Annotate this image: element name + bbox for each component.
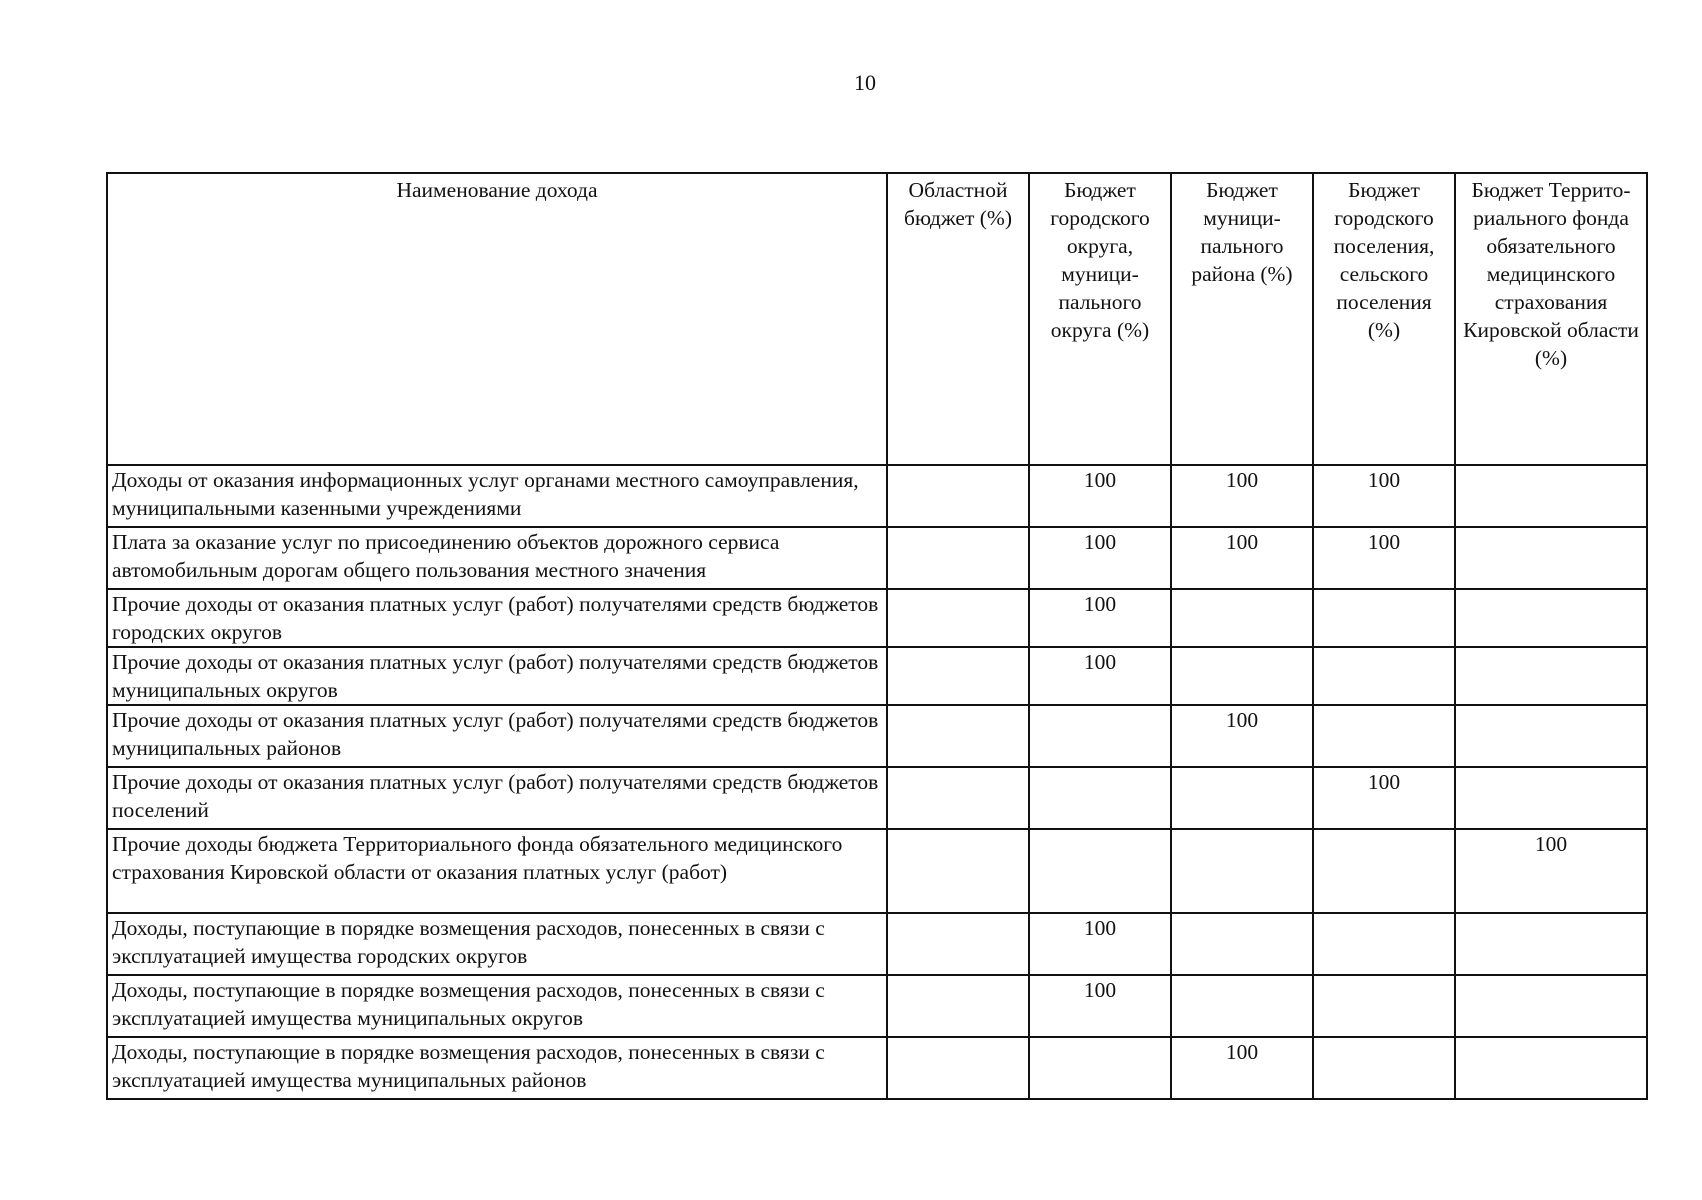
percent-cell-city-district: 100 (1029, 913, 1171, 975)
percent-cell-municipal-area: 100 (1171, 465, 1313, 527)
table-row (107, 589, 1647, 647)
header-income-name: Наименование дохода (107, 173, 887, 465)
table-row (107, 1037, 1647, 1099)
percent-cell-city-district (1029, 705, 1171, 767)
table-row (107, 767, 1647, 829)
percent-cell-municipal-area (1171, 913, 1313, 975)
page-number: 10 (854, 70, 876, 95)
income-name-cell: Плата за оказание услуг по присоединению объектов дорожного сервиса автомобильным дорогам общего пользования местного значения (107, 527, 887, 589)
income-name-cell: Прочие доходы от оказания платных услуг (работ) получателями средств бюджетов муниципальных округов (107, 647, 887, 705)
percent-cell-medical-fund (1455, 589, 1647, 647)
percent-cell-regional (887, 1037, 1029, 1099)
percent-cell-medical-fund (1455, 647, 1647, 705)
header-municipal-area-budget: Бюджет муници-пального района (%) (1171, 173, 1313, 465)
percent-cell-city-district (1029, 1037, 1171, 1099)
percent-cell-municipal-area (1171, 829, 1313, 913)
income-name-cell: Прочие доходы от оказания платных услуг (работ) получателями средств бюджетов городских округов (107, 589, 887, 647)
percent-cell-medical-fund (1455, 527, 1647, 589)
percent-cell-medical-fund (1455, 465, 1647, 527)
percent-cell-municipal-area (1171, 975, 1313, 1037)
percent-cell-regional (887, 829, 1029, 913)
percent-cell-regional (887, 589, 1029, 647)
income-name-cell: Доходы, поступающие в порядке возмещения расходов, понесенных в связи с эксплуатацией имущества муниципальных районов (107, 1037, 887, 1099)
percent-cell-regional (887, 705, 1029, 767)
table-row (107, 913, 1647, 975)
percent-cell-settlement (1313, 589, 1455, 647)
income-distribution-table (106, 172, 1648, 1100)
percent-cell-city-district: 100 (1029, 647, 1171, 705)
header-medical-fund-budget: Бюджет Террито-риального фонда обязательного медицинского страхования Кировской области (%) (1455, 173, 1647, 465)
percent-cell-municipal-area (1171, 647, 1313, 705)
table-row (107, 527, 1647, 589)
percent-cell-municipal-area: 100 (1171, 527, 1313, 589)
percent-cell-municipal-area (1171, 767, 1313, 829)
percent-cell-city-district: 100 (1029, 465, 1171, 527)
income-name-cell: Прочие доходы от оказания платных услуг (работ) получателями средств бюджетов муниципальных районов (107, 705, 887, 767)
percent-cell-city-district: 100 (1029, 527, 1171, 589)
income-name-cell: Доходы, поступающие в порядке возмещения расходов, понесенных в связи с эксплуатацией имущества муниципальных округов (107, 975, 887, 1037)
percent-cell-medical-fund (1455, 913, 1647, 975)
percent-cell-city-district (1029, 767, 1171, 829)
income-name-cell: Доходы от оказания информационных услуг органами местного самоуправления, муниципальными казенными учреждениями (107, 465, 887, 527)
percent-cell-settlement (1313, 647, 1455, 705)
percent-cell-settlement (1313, 913, 1455, 975)
percent-cell-settlement: 100 (1313, 767, 1455, 829)
header-city-district-budget: Бюджет городского округа, муници-пального округа (%) (1029, 173, 1171, 465)
percent-cell-settlement (1313, 975, 1455, 1037)
percent-cell-medical-fund (1455, 975, 1647, 1037)
percent-cell-city-district: 100 (1029, 975, 1171, 1037)
income-name-cell: Прочие доходы бюджета Территориального фонда обязательного медицинского страхования Кировской области от оказания платных услуг (работ) (107, 829, 887, 913)
percent-cell-regional (887, 527, 1029, 589)
table-row (107, 647, 1647, 705)
percent-cell-municipal-area: 100 (1171, 1037, 1313, 1099)
header-regional-budget: Областной бюджет (%) (887, 173, 1029, 465)
table-row (107, 829, 1647, 913)
percent-cell-city-district: 100 (1029, 589, 1171, 647)
percent-cell-municipal-area: 100 (1171, 705, 1313, 767)
percent-cell-settlement: 100 (1313, 465, 1455, 527)
percent-cell-medical-fund: 100 (1455, 829, 1647, 913)
table-row (107, 465, 1647, 527)
income-name-cell: Доходы, поступающие в порядке возмещения расходов, понесенных в связи с эксплуатацией имущества городских округов (107, 913, 887, 975)
percent-cell-settlement (1313, 829, 1455, 913)
percent-cell-settlement: 100 (1313, 527, 1455, 589)
percent-cell-settlement (1313, 705, 1455, 767)
percent-cell-medical-fund (1455, 767, 1647, 829)
table-header-row (107, 173, 1647, 465)
percent-cell-regional (887, 975, 1029, 1037)
percent-cell-medical-fund (1455, 1037, 1647, 1099)
percent-cell-regional (887, 647, 1029, 705)
percent-cell-regional (887, 767, 1029, 829)
percent-cell-regional (887, 913, 1029, 975)
header-settlement-budget: Бюджет городского поселения, сельского поселения (%) (1313, 173, 1455, 465)
table-row (107, 705, 1647, 767)
table-row (107, 975, 1647, 1037)
percent-cell-medical-fund (1455, 705, 1647, 767)
percent-cell-city-district (1029, 829, 1171, 913)
percent-cell-municipal-area (1171, 589, 1313, 647)
income-name-cell: Прочие доходы от оказания платных услуг (работ) получателями средств бюджетов поселений (107, 767, 887, 829)
percent-cell-regional (887, 465, 1029, 527)
percent-cell-settlement (1313, 1037, 1455, 1099)
